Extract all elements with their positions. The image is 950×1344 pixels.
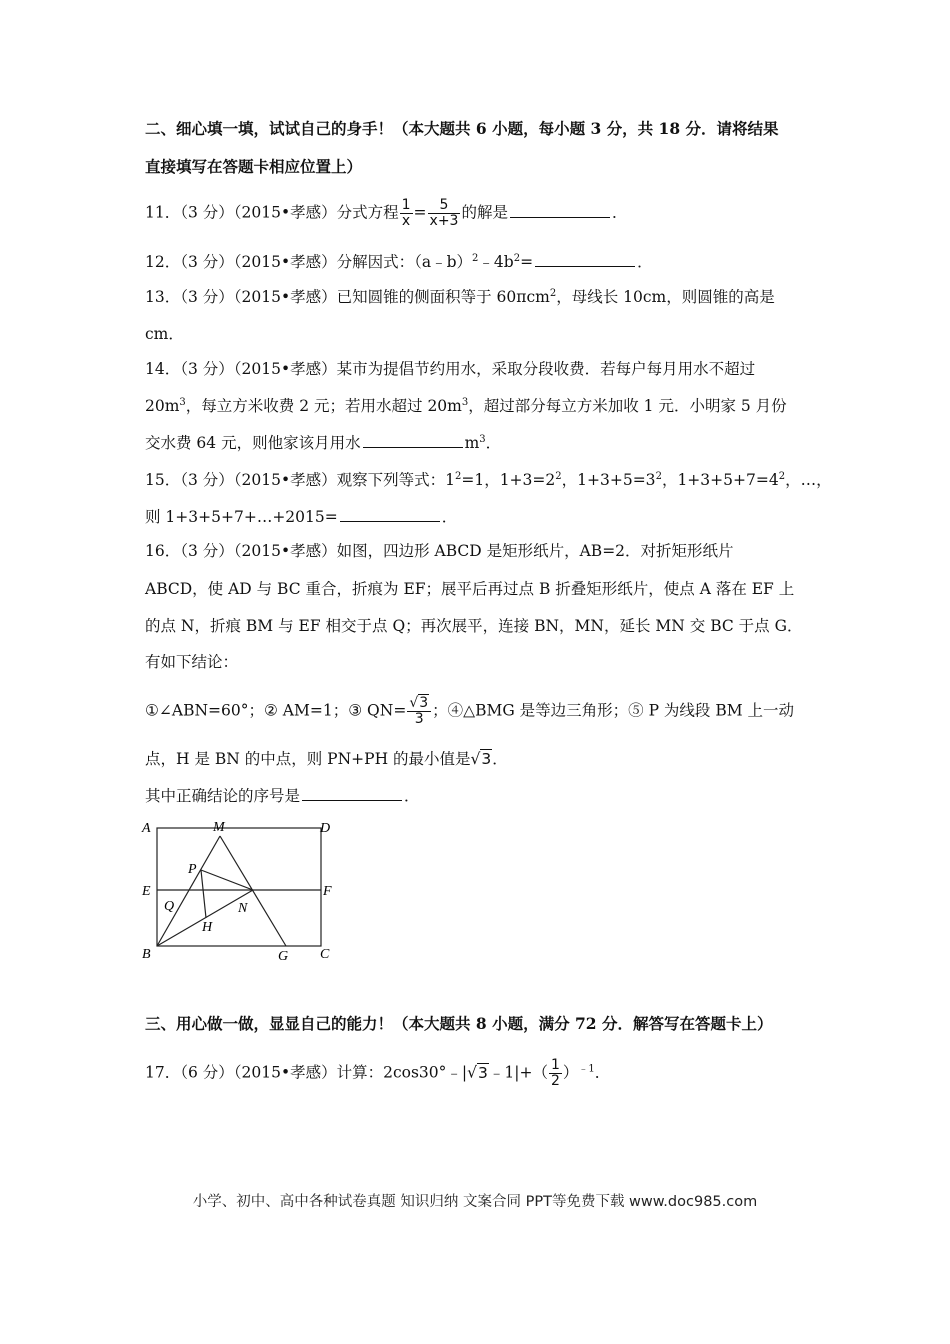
question-15-line2: 则 1+3+5+7+…+2015= ． <box>145 508 458 526</box>
page-footer: 小学、初中、高中各种试卷真题 知识归纳 文案合同 PPT等免费下载 www.doc985.com <box>192 1194 758 1210</box>
label-m: M <box>213 820 225 835</box>
label-g: G <box>278 949 289 964</box>
q17-fraction: $\frac{1}{2}$ <box>550 1057 560 1089</box>
label-p: P <box>188 862 197 877</box>
sqrt3: √3 <box>470 750 492 768</box>
question-13-line2: cm． <box>145 325 184 343</box>
sqrt3-over-3: $\frac{√3}{3}$ <box>407 696 431 727</box>
label-f: F <box>323 884 332 899</box>
rectangle-fold-figure <box>140 818 340 968</box>
q17-sqrt3: √3 <box>467 1063 488 1082</box>
label-c: C <box>320 947 330 962</box>
question-13-line1: 13．（3 分）（2015•孝感）已知圆锥的侧面积等于 60πcm$^2$，母线长 10cm，则圆锥的高是 <box>145 287 775 306</box>
question-16-line5: ①∠ABN=60°；② AM=1；③ QN= $\frac{√3}{3}$ ；④△BMG 是等边三角形；⑤ P 为线段 BM 上一动 <box>145 695 795 727</box>
q11-prefix: 11．（3 分）（2015•孝感）分式方程 <box>145 203 399 222</box>
question-16-line6: 点，H 是 BN 的中点，则 PN+PH 的最小值是√3． <box>145 750 508 768</box>
label-a: A <box>142 821 151 836</box>
question-12: 12．（3 分）（2015•孝感）分解因式：$(a﹣b)^2﹣4b^2=$ ． <box>145 252 653 271</box>
question-16-line7: 其中正确结论的序号是 ． <box>145 787 420 805</box>
label-b: B <box>142 947 151 962</box>
label-e: E <box>142 884 151 899</box>
question-14-line2: $20m^3$，每立方米收费 2 元；若用水超过 $20m^3$，超过部分每立方米加收 1 元．小明家 5 月份 <box>145 396 787 415</box>
question-17: 17．（6 分）（2015•孝感）计算：2cos30°﹣|√3﹣1|+（ $\frac{1}{2}$ ）$^{﹣1}$． <box>145 1057 611 1089</box>
question-16-line2: ABCD，使 AD 与 BC 重合，折痕为 EF；展平后再过点 B 折叠矩形纸片，使点 A 落在 EF 上 <box>145 580 795 598</box>
label-h: H <box>202 920 213 935</box>
answer-blank-11 <box>510 202 610 218</box>
label-d: D <box>320 821 331 836</box>
section3-title: 三、用心做一做，显显自己的能力！（本大题共 8 小题，满分 72 分．解答写在答题卡上） <box>145 1014 773 1033</box>
question-14-line3: 交水费 64 元，则他家该月用水 $m^3$． <box>145 433 502 452</box>
rectangle-abcd <box>157 828 321 946</box>
answer-blank-12 <box>535 251 635 267</box>
answer-blank-14 <box>363 432 463 448</box>
line-ph <box>201 870 206 918</box>
section2-title-line1: 二、细心填一填，试试自己的身手！（本大题共 6 小题，每小题 3 分，共 18 分．请将结果 <box>145 119 779 138</box>
question-16-line4: 有如下结论： <box>145 653 239 671</box>
question-15-line1: 15．（3 分）（2015•孝感）观察下列等式：$1^2=1$，$1+3=2^2$，$1+3+5=3^2$，$1+3+5+7=4^2$，…， <box>145 470 832 489</box>
question-16-line3: 的点 N，折痕 BM 与 EF 相交于点 Q；再次展平，连接 BN，MN，延长 MN 交 BC 于点 G． <box>145 617 803 635</box>
label-q: Q <box>164 899 175 914</box>
label-n: N <box>238 901 248 916</box>
question-16-line1: 16．（3 分）（2015•孝感）如图，四边形 ABCD 是矩形纸片，AB=2．对折矩形纸片 <box>145 542 734 560</box>
answer-blank-16 <box>302 785 402 801</box>
line-pn <box>201 870 253 890</box>
line-mg <box>220 836 286 946</box>
question-14-line1: 14．（3 分）（2015•孝感）某市为提倡节约用水，采取分段收费．若每户每月用水不超过 <box>145 360 756 378</box>
q11-fraction-1: $\frac{1}{x}$ <box>401 197 411 229</box>
question-11: 11．（3 分）（2015•孝感）分式方程 $\frac{1}{x}$ = $\frac{5}{x+3}$ 的解是 ． <box>145 197 628 229</box>
section2-title-line2: 直接填写在答题卡相应位置上） <box>145 157 363 176</box>
answer-blank-15 <box>340 506 440 522</box>
q11-fraction-2: $\frac{5}{x+3}$ <box>429 197 459 229</box>
